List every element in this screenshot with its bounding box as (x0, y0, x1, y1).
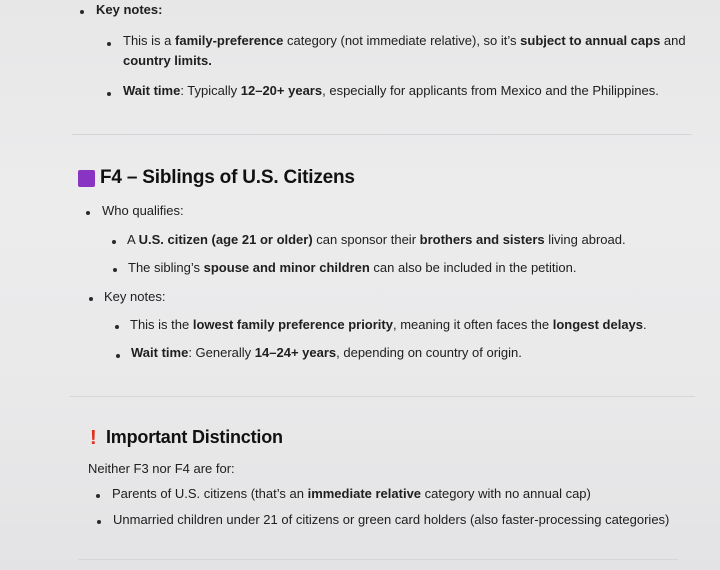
bullet (89, 297, 93, 301)
f3-keynote-1-line1: This is a family-preference category (not immediate relative), so it’s subject to annual caps and (123, 33, 686, 48)
f3-keynote-2: Wait time: Typically 12–20+ years, especially for applicants from Mexico and the Philippines. (123, 83, 659, 98)
bullet (96, 494, 100, 498)
section-divider (70, 396, 695, 397)
section-divider (72, 134, 692, 135)
bullet (116, 354, 120, 358)
bullet (107, 92, 111, 96)
bullet (86, 211, 90, 215)
distinction-intro: Neither F3 nor F4 are for: (88, 461, 235, 476)
bullet (115, 325, 119, 329)
bullet (113, 268, 117, 272)
red-exclamation-icon: ! (90, 427, 97, 449)
distinction-heading: Important Distinction (106, 427, 283, 447)
keynotes-label-f4: Key notes: (104, 289, 166, 304)
keynotes-label-f3: Key notes: (96, 2, 163, 17)
distinction-item-2: Unmarried children under 21 of citizens or green card holders (also faster-processing categories) (113, 512, 670, 527)
who-item-1: A U.S. citizen (age 21 or older) can sponsor their brothers and sisters living abroad. (127, 232, 626, 247)
who-item-2: The sibling’s spouse and minor children can also be included in the petition. (128, 260, 577, 275)
f4-heading: F4 – Siblings of U.S. Citizens (100, 167, 355, 188)
f4-keynote-1: This is the lowest family preference priority, meaning it often faces the longest delays. (130, 317, 647, 332)
f4-keynote-2: Wait time: Generally 14–24+ years, depending on country of origin. (131, 345, 522, 360)
section-divider (78, 559, 678, 560)
purple-square-icon (78, 170, 95, 187)
f3-keynote-1-line2: country limits. (123, 53, 212, 68)
bullet (97, 520, 101, 524)
bullet (112, 240, 116, 244)
bullet (80, 10, 84, 14)
distinction-item-1: Parents of U.S. citizens (that’s an immediate relative category with no annual cap) (112, 486, 591, 501)
bullet (107, 42, 111, 46)
who-qualifies-label: Who qualifies: (102, 203, 184, 218)
